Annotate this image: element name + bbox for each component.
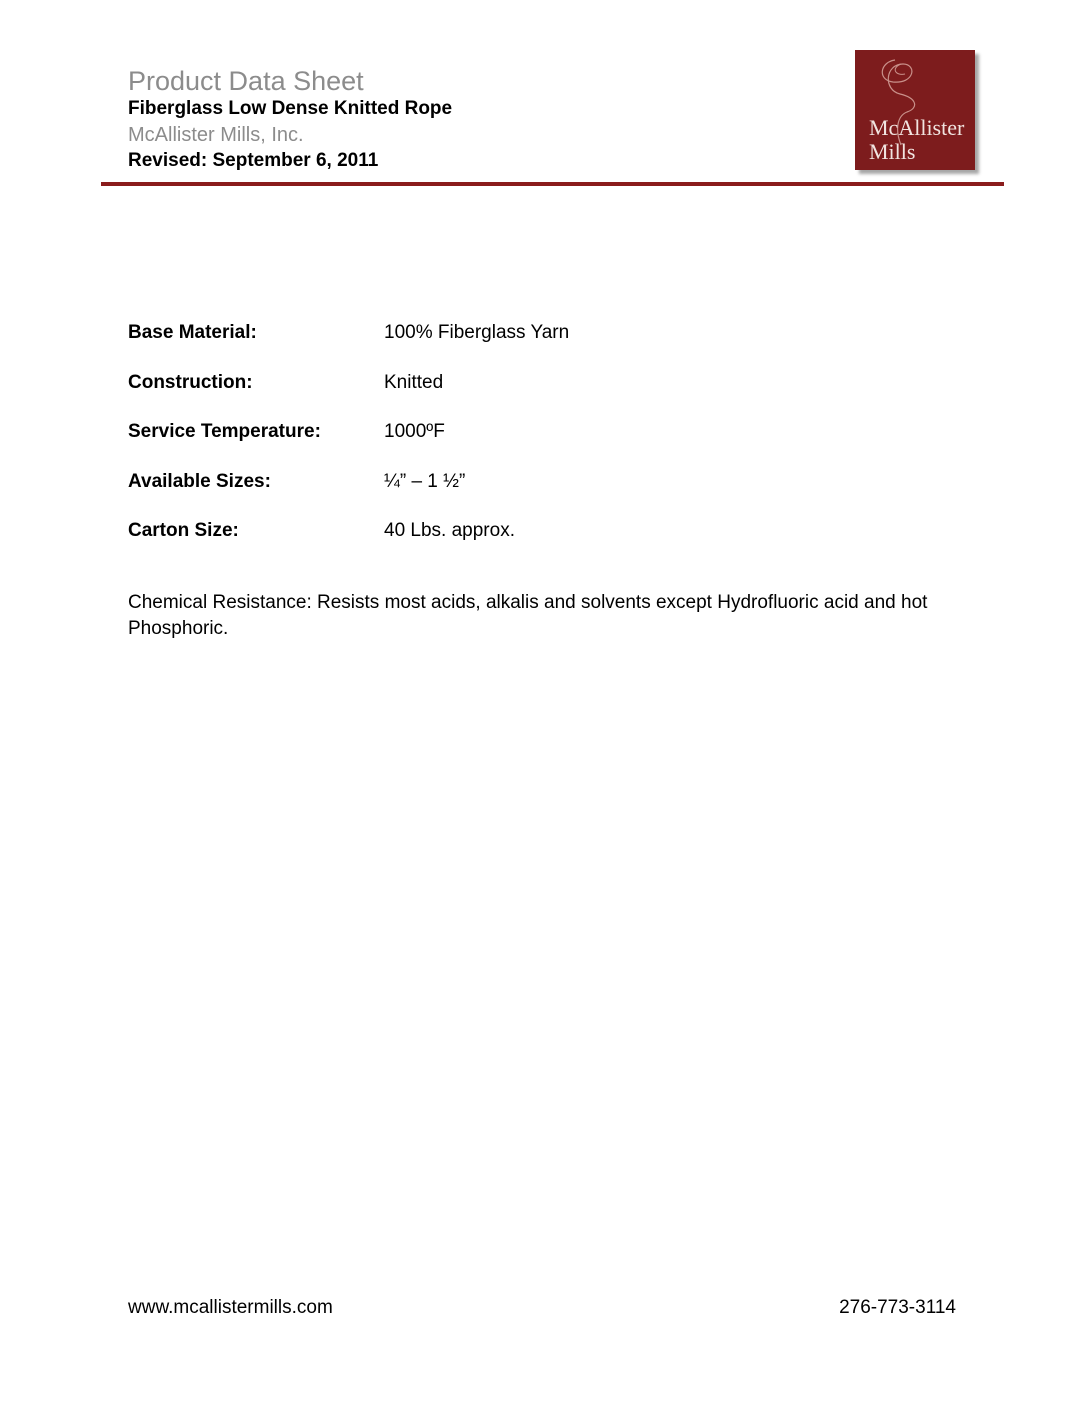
logo-line-2: Mills [869, 139, 916, 164]
spec-value: Knitted [384, 371, 444, 393]
spec-label: Construction: [128, 371, 253, 393]
spec-row-available-sizes [128, 469, 828, 519]
spec-label: Base Material: [128, 322, 257, 343]
logo-line-1: McAllister [869, 115, 965, 140]
spec-row-service-temperature [128, 419, 828, 469]
revision-date: Revised: September 6, 2011 [128, 150, 379, 171]
spec-row-construction [128, 370, 828, 420]
document-type-title: Product Data Sheet [128, 66, 364, 96]
logo-text [869, 116, 964, 164]
spec-value: 1000ºF [384, 421, 445, 442]
spec-value: 40 Lbs. approx. [384, 520, 515, 541]
spec-value: ¼” – 1 ½” [384, 470, 466, 492]
company-name: McAllister Mills, Inc. [128, 124, 304, 146]
header-divider [101, 182, 1004, 186]
spec-row-carton-size [128, 518, 828, 568]
phone-number: 276-773-3114 [839, 1297, 956, 1318]
spec-row-base-material [128, 320, 828, 370]
product-name: Fiberglass Low Dense Knitted Rope [128, 98, 453, 119]
document-header [128, 66, 452, 174]
spec-value: 100% Fiberglass Yarn [384, 322, 570, 343]
spec-label: Available Sizes: [128, 470, 271, 492]
spec-table [128, 320, 828, 568]
chemical-resistance-note: Chemical Resistance: Resists most acids, alkalis and solvents except Hydrofluoric acid and hot Phosphoric. [128, 592, 928, 639]
spec-label: Service Temperature: [128, 421, 321, 442]
website-link[interactable]: www.mcallistermills.com [128, 1297, 333, 1318]
company-logo [855, 50, 975, 170]
spec-label: Carton Size: [128, 520, 239, 541]
